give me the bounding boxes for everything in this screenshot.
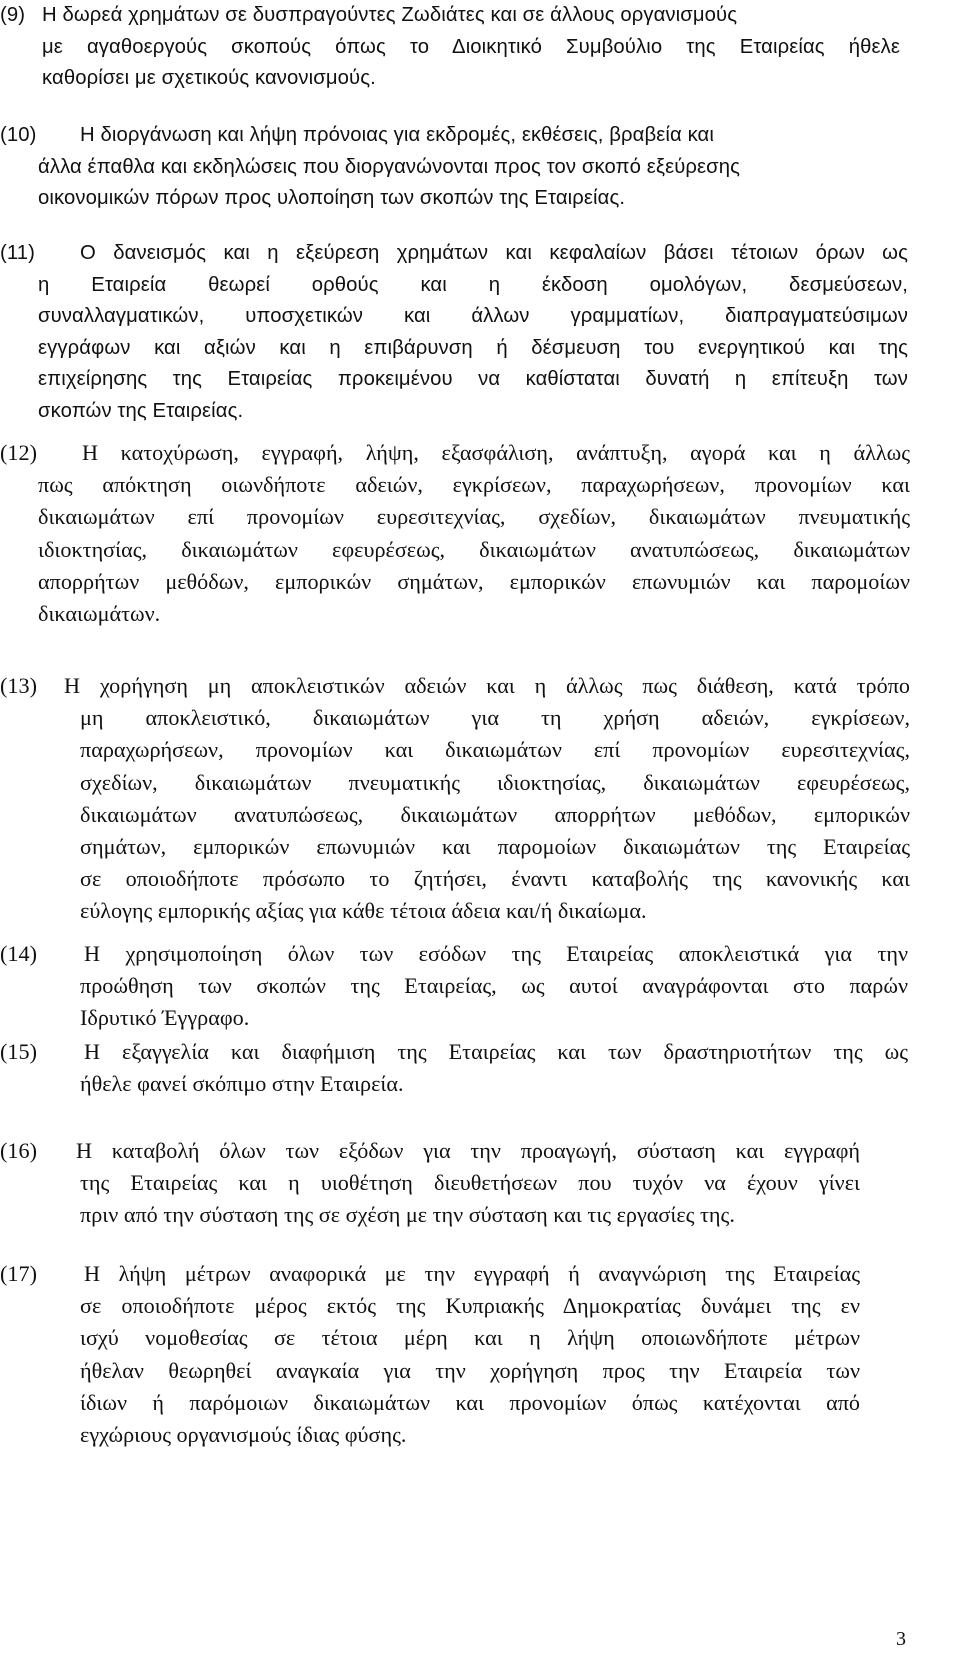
paragraph-line: Η λήψη μέτρων αναφορικά με την εγγραφή ή αναγνώριση της Εταιρείας (84, 1261, 860, 1286)
paragraph-number: (12) (0, 440, 37, 465)
paragraph-line: δικαιωμάτων επί προνομίων ευρεσιτεχνίας, σχεδίων, δικαιωμάτων πνευματικής (38, 504, 910, 530)
paragraph-line: προώθηση των σκοπών της Εταιρείας, ως αυτοί αναγράφονται στο παρών (80, 973, 908, 999)
paragraph-line: εύλογης εμπορικής αξίας για κάθε τέτοια άδεια και/ή δικαίωμα. (80, 898, 647, 924)
paragraph-line: επιχείρησης της Εταιρείας προκειμένου να καθίσταται δυνατή η επίτευξη των (38, 368, 908, 390)
paragraph-line: συναλλαγματικών, υποσχετικών και άλλων γραμματίων, διαπραγματεύσιμων (38, 305, 908, 327)
paragraph-line: ιδιοκτησίας, δικαιωμάτων εφευρέσεως, δικαιωμάτων ανατυπώσεως, δικαιωμάτων (38, 536, 910, 562)
paragraph-number: (17) (0, 1261, 37, 1286)
paragraph-line: ίδιων ή παρόμοιων δικαιωμάτων και προνομίων όπως κατέχονται από (80, 1389, 860, 1415)
paragraph-number: (11) (0, 242, 35, 264)
paragraph-line: Ιδρυτικό Έγγραφο. (80, 1005, 250, 1031)
paragraph-line: Η χρησιμοποίηση όλων των εσόδων της Εταιρείας αποκλειστικά για την (84, 941, 908, 966)
paragraph-line: ισχύ νομοθεσίας σε τέτοια μέρη και η λήψη οποιωνδήποτε μέτρων (80, 1325, 860, 1351)
paragraph-line: μη αποκλειστικό, δικαιωμάτων για τη χρήση αδειών, εγκρίσεων, (80, 705, 910, 731)
paragraph-line: σημάτων, εμπορικών επωνυμιών και παρομοίων δικαιωμάτων της Εταιρείας (80, 834, 910, 859)
paragraph-number: (13) (0, 673, 37, 698)
paragraph-line: Η χορήγηση μη αποκλειστικών αδειών και η άλλως πως διάθεση, κατά τρόπο (64, 673, 910, 698)
paragraph-number: (14) (0, 941, 37, 966)
paragraph-line: εγγράφων και αξιών και η επιβάρυνση ή δέσμευση του ενεργητικού και της (38, 336, 908, 359)
paragraph-line: οικονομικών πόρων προς υλοποίηση των σκοπών της Εταιρείας. (38, 187, 626, 209)
paragraph-line: ήθελαν θεωρηθεί αναγκαία για την χορήγηση προς την Εταιρεία των (80, 1357, 860, 1383)
paragraph-line: σκοπών της Εταιρείας. (38, 399, 244, 422)
paragraph-line: Η εξαγγελία και διαφήμιση της Εταιρείας και των δραστηριοτήτων της ως (84, 1039, 908, 1064)
paragraph-line: σχεδίων, δικαιωμάτων πνευματικής ιδιοκτησίας, δικαιωμάτων εφευρέσεως, (80, 769, 910, 795)
paragraph-line: Η κατοχύρωση, εγγραφή, λήψη, εξασφάλιση, ανάπτυξη, αγορά και η άλλως (82, 440, 910, 465)
paragraph-line: εγχώριους οργανισμούς ίδιας φύσης. (80, 1422, 407, 1447)
paragraph-line: πριν από την σύσταση της σε σχέση με την σύσταση και τις εργασίες της. (80, 1202, 735, 1228)
paragraph-line: παραχωρήσεων, προνομίων και δικαιωμάτων επί προνομίων ευρεσιτεχνίας, (80, 737, 910, 763)
page-number: 3 (896, 1628, 906, 1650)
paragraph-line: Η διοργάνωση και λήψη πρόνοιας για εκδρομές, εκθέσεις, βραβεία και (80, 124, 714, 146)
paragraph-line: Η δωρεά χρημάτων σε δυσπραγούντες Ζωδιάτες και σε άλλους οργανισμούς (42, 4, 738, 26)
paragraph-line: της Εταιρείας και η υιοθέτηση διευθετήσεων που τυχόν να έχουν γίνει (80, 1170, 860, 1196)
paragraph-line: με αγαθοεργούς σκοπούς όπως το Διοικητικό Συμβούλιο της Εταιρείας ήθελε (42, 35, 900, 58)
paragraph-line: καθορίσει με σχετικούς κανονισμούς. (42, 67, 376, 89)
paragraph-number: (9) (0, 4, 26, 26)
paragraph-number: (10) (0, 124, 37, 146)
paragraph-line: σε οποιοδήποτε μέρος εκτός της Κυπριακής Δημοκρατίας δυνάμει της εν (80, 1293, 860, 1319)
paragraph-line: ήθελε φανεί σκόπιμο στην Εταιρεία. (80, 1071, 404, 1097)
paragraph-line: άλλα έπαθλα και εκδηλώσεις που διοργανώνονται προς τον σκοπό εξεύρεσης (38, 155, 741, 178)
paragraph-line: η Εταιρεία θεωρεί ορθούς και η έκδοση ομολόγων, δεσμεύσεων, (38, 273, 908, 296)
paragraph-number: (15) (0, 1039, 37, 1064)
paragraph-line: σε οποιοδήποτε πρόσωπο το ζητήσει, έναντι καταβολής της κανονικής και (80, 866, 910, 892)
paragraph-line: δικαιωμάτων. (38, 601, 161, 626)
paragraph-line: απορρήτων μεθόδων, εμπορικών σημάτων, εμπορικών επωνυμιών και παρομοίων (38, 568, 910, 594)
paragraph-number: (16) (0, 1138, 37, 1163)
paragraph-line: δικαιωμάτων ανατυπώσεως, δικαιωμάτων απορρήτων μεθόδων, εμπορικών (80, 801, 910, 827)
paragraph-line: πως απόκτηση οιωνδήποτε αδειών, εγκρίσεων, παραχωρήσεων, προνομίων και (38, 472, 910, 498)
paragraph-line: Ο δανεισμός και η εξεύρεση χρημάτων και κεφαλαίων βάσει τέτοιων όρων ως (80, 242, 908, 264)
paragraph-line: Η καταβολή όλων των εξόδων για την προαγωγή, σύσταση και εγγραφή (76, 1138, 860, 1163)
